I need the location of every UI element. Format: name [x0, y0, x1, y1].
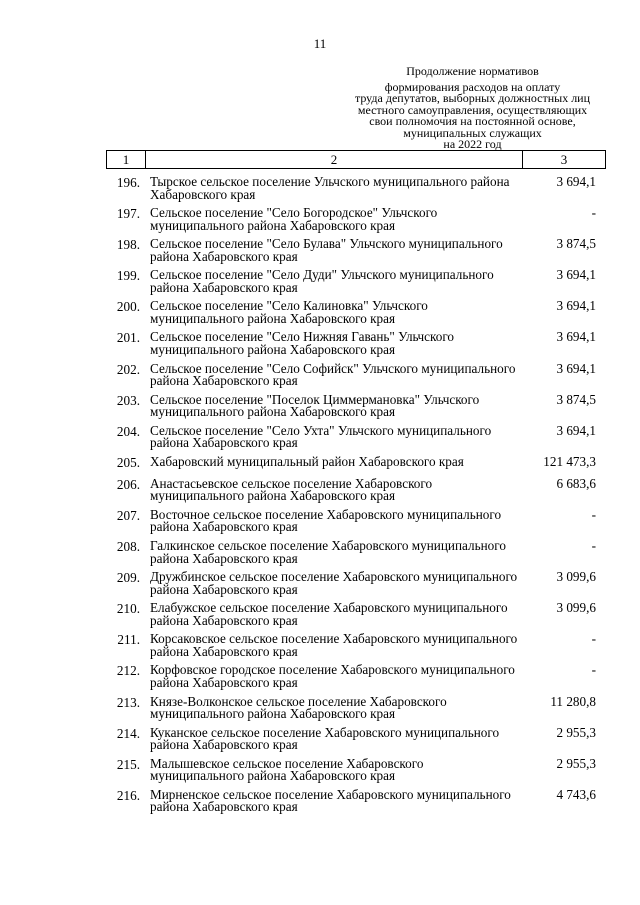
- row-value: 3 099,6: [556, 600, 596, 616]
- row-name: Анастасьевское сельское поселение Хабаровского муниципального района Хабаровского края: [150, 475, 433, 504]
- table-row: [106, 755, 606, 789]
- row-number: 197.: [116, 206, 140, 222]
- row-value: 3 694,1: [556, 422, 596, 438]
- row-number: 198.: [116, 237, 140, 253]
- row-value: -: [591, 506, 596, 522]
- table-row: [106, 540, 606, 571]
- row-value: 2 955,3: [556, 755, 596, 771]
- row-name: Куканское сельское поселение Хабаровского муниципального района Хабаровского края: [150, 724, 500, 753]
- row-value: -: [591, 538, 596, 554]
- row-value: 3 694,1: [556, 329, 596, 345]
- table-row: [106, 238, 606, 269]
- row-number: 196.: [116, 175, 140, 190]
- row-number: 202.: [116, 361, 140, 377]
- row-number: 204.: [116, 423, 140, 439]
- row-name: Корфовское городское поселение Хабаровского муниципального района Хабаровского края: [150, 662, 515, 690]
- row-number: 206.: [116, 476, 140, 492]
- table-row: [106, 724, 606, 758]
- row-name: Тырское сельское поселение Ульчского муниципального района Хабаровского края: [150, 174, 510, 202]
- row-number: 215.: [116, 756, 140, 772]
- table-row: [106, 571, 606, 602]
- row-value: 3 874,5: [556, 391, 596, 407]
- table-row: [106, 391, 606, 425]
- row-name: Галкинское сельское поселение Хабаровского муниципального района Хабаровского края: [150, 538, 506, 566]
- row-number: 207.: [116, 507, 140, 523]
- row-number: 200.: [116, 299, 140, 315]
- page-number: 11: [313, 36, 327, 51]
- row-number: 214.: [116, 725, 140, 741]
- row-value: 6 683,6: [556, 475, 596, 491]
- caption-line: Продолжение нормативов: [406, 64, 539, 78]
- table-row: [106, 693, 606, 727]
- caption-line: труда депутатов, выборных должностных лиц: [354, 91, 591, 105]
- row-value: 11 280,8: [550, 693, 596, 709]
- caption-line: формирования расходов на оплату: [384, 79, 561, 94]
- row-number: 213.: [116, 694, 140, 710]
- row-value: 3 874,5: [556, 236, 596, 252]
- row-name: Восточное сельское поселение Хабаровского муниципального района Хабаровского края: [150, 506, 502, 535]
- table-caption: [340, 66, 605, 151]
- row-name: Сельское поселение "Село Дуди" Ульчского муниципального района Хабаровского края: [150, 267, 494, 295]
- row-name: Елабужское сельское поселение Хабаровского муниципального района Хабаровского края: [150, 600, 508, 628]
- caption-line: муниципальных служащих: [403, 125, 542, 140]
- row-name: Сельское поселение "Село Булава" Ульчского муниципального района Хабаровского края: [150, 236, 503, 264]
- table-header: [106, 150, 606, 169]
- row-value: -: [591, 205, 596, 221]
- table-row: [106, 422, 606, 456]
- header-col-1: 1: [107, 151, 146, 168]
- row-value: -: [591, 631, 596, 647]
- row-value: 3 694,1: [556, 360, 596, 376]
- header-col-3: 3: [560, 151, 568, 167]
- row-number: 211.: [117, 632, 140, 648]
- row-value: 3 694,1: [556, 267, 596, 283]
- row-name: Сельское поселение "Село Богородское" Ульчского муниципального района Хабаровского края: [150, 205, 438, 233]
- row-number: 205.: [116, 454, 140, 470]
- row-name: Сельское поселение "Село Калиновка" Ульчского муниципального района Хабаровского края: [150, 298, 428, 326]
- row-name: Сельское поселение "Село Ухта" Ульчского муниципального района Хабаровского края: [150, 422, 492, 451]
- table-row: [106, 269, 606, 300]
- row-value: 2 955,3: [556, 724, 596, 740]
- table-row: [106, 176, 606, 207]
- row-value: -: [591, 662, 596, 678]
- table-row: [106, 602, 606, 633]
- row-name: Хабаровский муниципальный район Хабаровского края: [150, 453, 464, 469]
- table-row: [106, 207, 606, 238]
- row-number: 203.: [116, 392, 140, 408]
- row-name: Сельское поселение "Село Софийск" Ульчского муниципального района Хабаровского края: [150, 360, 516, 389]
- row-number: 209.: [116, 570, 140, 586]
- caption-line: свои полномочия на постоянной основе,: [369, 114, 576, 128]
- row-name: Корсаковское сельское поселение Хабаровского муниципального района Хабаровского края: [150, 631, 518, 659]
- row-name: Сельское поселение "Поселок Циммермановка" Ульчского муниципального района Хабаровского края: [150, 391, 480, 420]
- table-row: [106, 331, 606, 362]
- row-number: 201.: [116, 330, 140, 346]
- table-row: [106, 786, 606, 820]
- table-row: [106, 475, 606, 509]
- row-number: 199.: [116, 268, 140, 284]
- row-value: 121 473,3: [543, 453, 596, 469]
- caption-line: местного самоуправления, осуществляющих: [357, 102, 588, 117]
- row-name: Дружбинское сельское поселение Хабаровского муниципального района Хабаровского края: [150, 569, 518, 597]
- table-body: [106, 176, 606, 820]
- table-row: [106, 300, 606, 331]
- header-col-2: 2: [146, 151, 523, 168]
- row-number: 212.: [116, 663, 140, 679]
- table-row: [106, 633, 606, 664]
- table-row: [106, 453, 606, 478]
- row-value: 3 099,6: [556, 569, 596, 585]
- row-number: 216.: [116, 787, 140, 803]
- row-name: Малышевское сельское поселение Хабаровского муниципального района Хабаровского края: [150, 755, 424, 784]
- table-row: [106, 506, 606, 540]
- row-name: Мирненское сельское поселение Хабаровского муниципального района Хабаровского края: [150, 786, 511, 815]
- row-value: 4 743,6: [556, 786, 596, 802]
- row-number: 208.: [116, 539, 140, 555]
- row-value: 3 694,1: [556, 174, 596, 189]
- row-value: 3 694,1: [556, 298, 596, 314]
- row-name: Князе-Волконское сельское поселение Хабаровского муниципального района Хабаровского края: [150, 693, 447, 721]
- table-row: [106, 360, 606, 394]
- caption-line: на 2022 год: [443, 137, 502, 151]
- row-name: Сельское поселение "Село Нижняя Гавань" Ульчского муниципального района Хабаровского края: [150, 329, 455, 357]
- row-number: 210.: [116, 601, 140, 617]
- table-row: [106, 664, 606, 695]
